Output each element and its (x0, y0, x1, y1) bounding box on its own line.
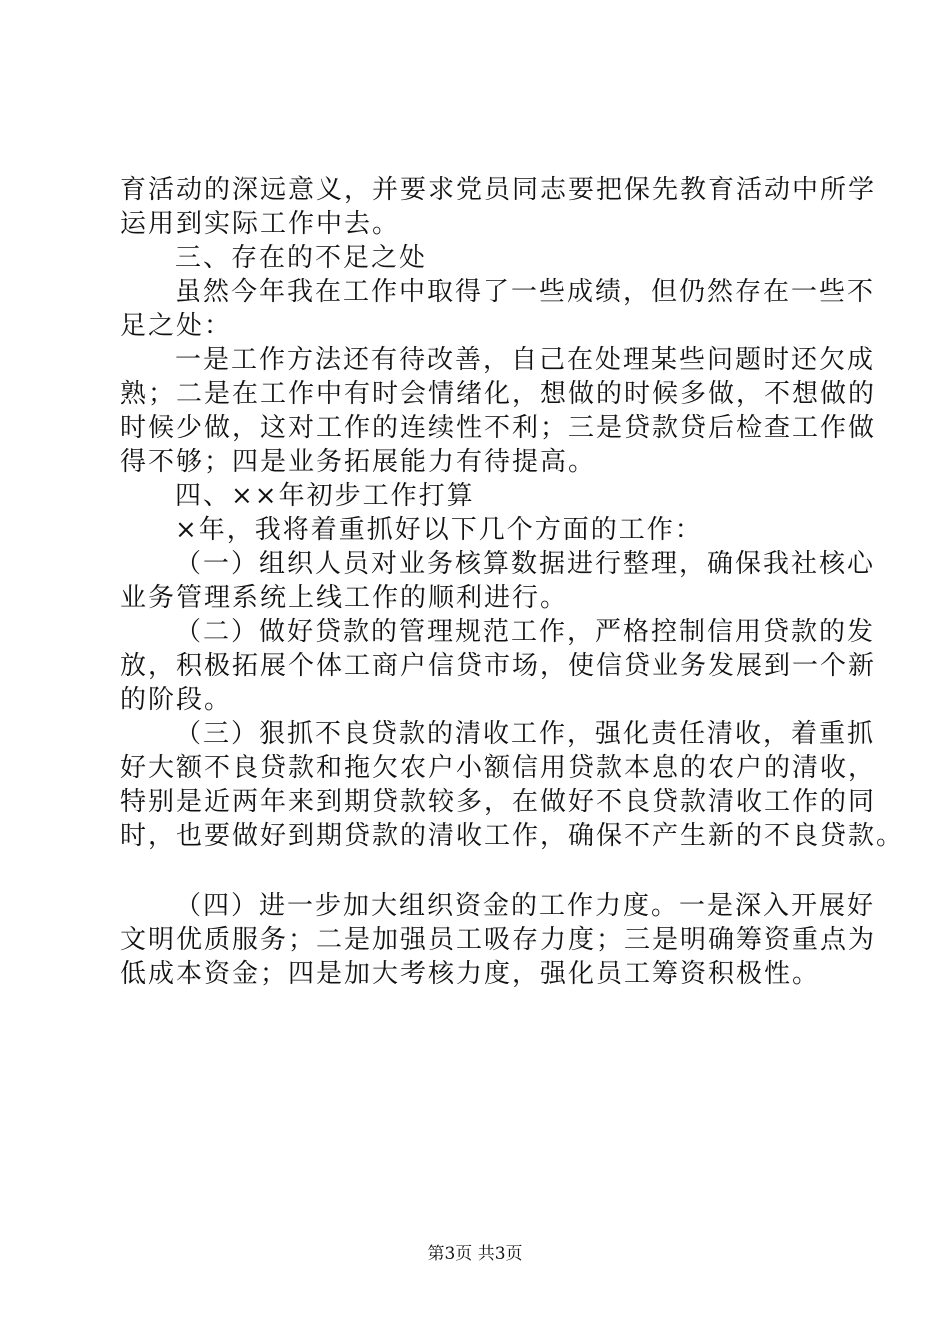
section-heading: 三、存在的不足之处 (175, 243, 428, 273)
text-line: 放，积极拓展个体工商户信贷市场，使信贷业务发展到一个新 (120, 651, 877, 681)
section-heading: 四、××年初步工作打算 (175, 481, 475, 511)
text-line: 文明优质服务；二是加强员工吸存力度；三是明确筹资重点为 (120, 925, 877, 955)
text-line: 虽然今年我在工作中取得了一些成绩，但仍然存在一些不 (175, 277, 876, 307)
text-line: 低成本资金；四是加大考核力度，强化员工筹资积极性。 (120, 959, 821, 989)
text-line: （四）进一步加大组织资金的工作力度。一是深入开展好 (175, 891, 876, 921)
text-line: 熟；二是在工作中有时会情绪化，想做的时候多做，不想做的 (120, 379, 877, 409)
text-line: 一是工作方法还有待改善，自己在处理某些问题时还欠成 (175, 345, 876, 375)
text-line: 的阶段。 (120, 685, 233, 715)
text-line: 足之处： (120, 311, 233, 341)
text-line: 运用到实际工作中去。 (120, 209, 401, 239)
text-line: ×年，我将着重抓好以下几个方面的工作： (175, 515, 703, 545)
text-line: 得不够；四是业务拓展能力有待提高。 (120, 447, 597, 477)
text-line: 业务管理系统上线工作的顺利进行。 (120, 583, 569, 613)
text-line: （二）做好贷款的管理规范工作，严格控制信用贷款的发 (175, 617, 876, 647)
text-line: 育活动的深远意义，并要求党员同志要把保先教育活动中所学 (120, 175, 877, 205)
text-line: 时候少做，这对工作的连续性不利；三是贷款贷后检查工作做 (120, 413, 877, 443)
text-line: 时，也要做好到期贷款的清收工作，确保不产生新的不良贷款。 (120, 821, 905, 851)
text-line: 特别是近两年来到期贷款较多，在做好不良贷款清收工作的同 (120, 787, 877, 817)
text-line: （一）组织人员对业务核算数据进行整理，确保我社核心 (175, 549, 876, 579)
text-line: 好大额不良贷款和拖欠农户小额信用贷款本息的农户的清收， (120, 753, 877, 783)
text-line: （三）狠抓不良贷款的清收工作，强化责任清收，着重抓 (175, 719, 876, 749)
page-footer: 第3页 共3页 (427, 1244, 523, 1264)
